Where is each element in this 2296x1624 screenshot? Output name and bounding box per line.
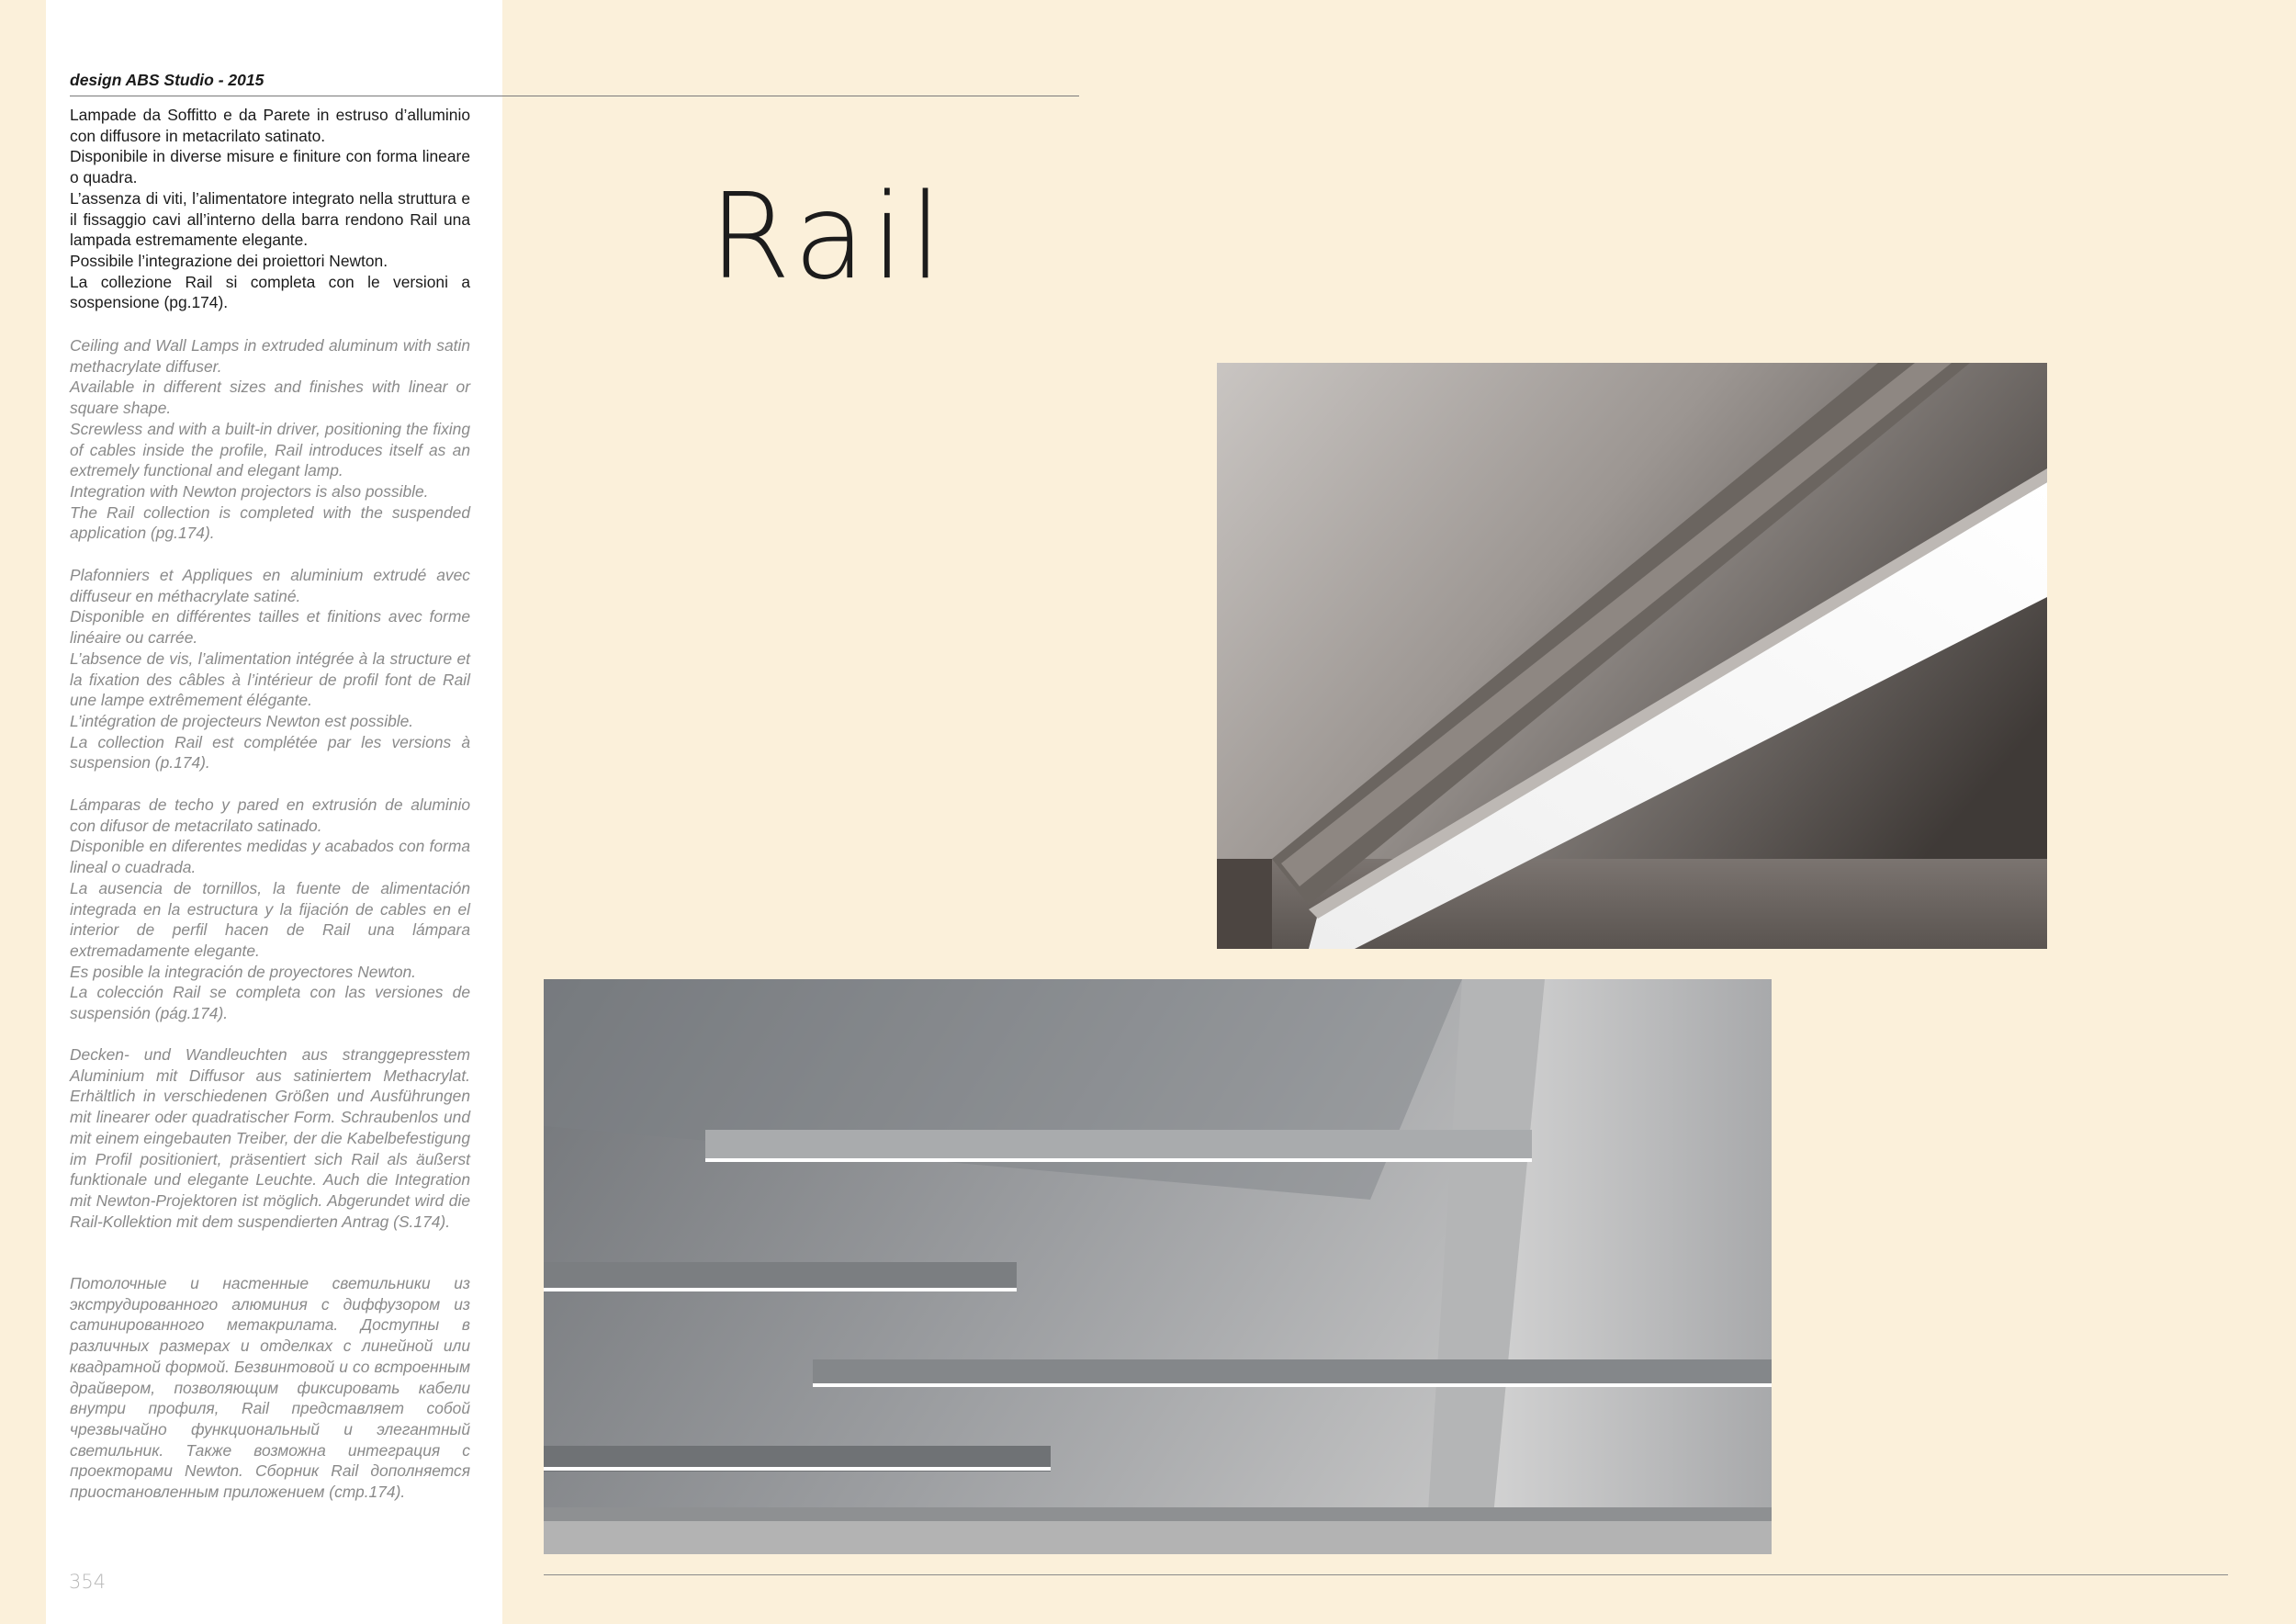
page-number: 354 bbox=[69, 1571, 107, 1593]
description-italian: Lampade da Soffitto e da Parete in estruso d’alluminio con diffusore in metacrilato satinato. Disponibile in diverse misure e finiture con forma lineare o quadra. L’assenza di viti, l’alimentatore integrato nella struttura e il fissaggio cavi all’interno della barra rendono Rail una lampada estremamente elegante. Possibile l’integrazione dei proiettori Newton. La collezione Rail si completa con le versioni a sospensione (pg.174). bbox=[70, 106, 470, 312]
product-title: Rail bbox=[709, 169, 948, 306]
description-german: Decken- und Wandleuchten aus stranggepresstem Aluminium mit Diffusor aus satiniertem Methacrylat. Erhältlich in verschiedenen Größen und Ausführungen mit linearer oder quadratischer Form. Schraubenlos und mit einem eingebauten Treiber, der die Kabelbefestigung im Profil positioniert, präsentiert sich Rail als äußerst funktionale und elegante Leuchte. Auch die Integration mit Newton-Projektoren ist möglich. Abgerundet wird die Rail-Kollektion mit dem suspendierten Antrag (S.174). bbox=[70, 1045, 470, 1231]
description-russian: Потолочные и настенные светильники из экструдированного алюминия с диффузором из сатинированного метакрилата. Доступны в различных размерах и отделках с линейной или квадратной формой. Безвинтовой и со встроенным драйвером, позволяющим фиксировать кабели внутри профиля, Rail представляет собой чрезвычайно функциональный и элегантный светильник. Также возможна интеграция с проекторами Newton. Сборник Rail дополняется приостановленным приложением (стр.174). bbox=[70, 1274, 470, 1502]
description-french: Plafonniers et Appliques en aluminium extrudé avec diffuseur en méthacrylate satiné. Disponible en différentes tailles et finitions avec forme linéaire ou carrée. L’absence de vis, l’alimentation intégrée à la structure et la fixation des câbles à l’intérieur de profil font de Rail une lampe extrêmement élégante. L’intégration de projecteurs Newton est possible. La collection Rail est complétée par les versions à suspension (p.174). bbox=[70, 566, 470, 773]
ceiling-lamp-photo bbox=[1217, 363, 2047, 949]
wall-lamps-photo bbox=[544, 979, 1772, 1554]
description-spanish: Lámparas de techo y pared en extrusión de aluminio con difusor de metacrilato satinado. Disponible en diferentes medidas y acabados con forma lineal o cuadrada. La ausencia de tornillos, la fuente de alimentación integrada en la estructura y la fijación de cables en el interior de perfil hacen de Rail una lámpara extremadamente elegante. Es posible la integración de proyectores Newton. La colección Rail se completa con las versiones de suspensión (pág.174). bbox=[70, 795, 470, 1023]
footer-divider bbox=[544, 1574, 2228, 1575]
description-english: Ceiling and Wall Lamps in extruded aluminum with satin methacrylate diffuser. Available in different sizes and finishes with linear or square shape. Screwless and with a built-in driver, positioning the fixing of cables inside the profile, Rail introduces itself as an extremely functional and elegant lamp. Integration with Newton projectors is also possible. The Rail collection is completed with the suspended application (pg.174). bbox=[70, 336, 470, 543]
designer-credit: design ABS Studio - 2015 bbox=[70, 71, 264, 89]
